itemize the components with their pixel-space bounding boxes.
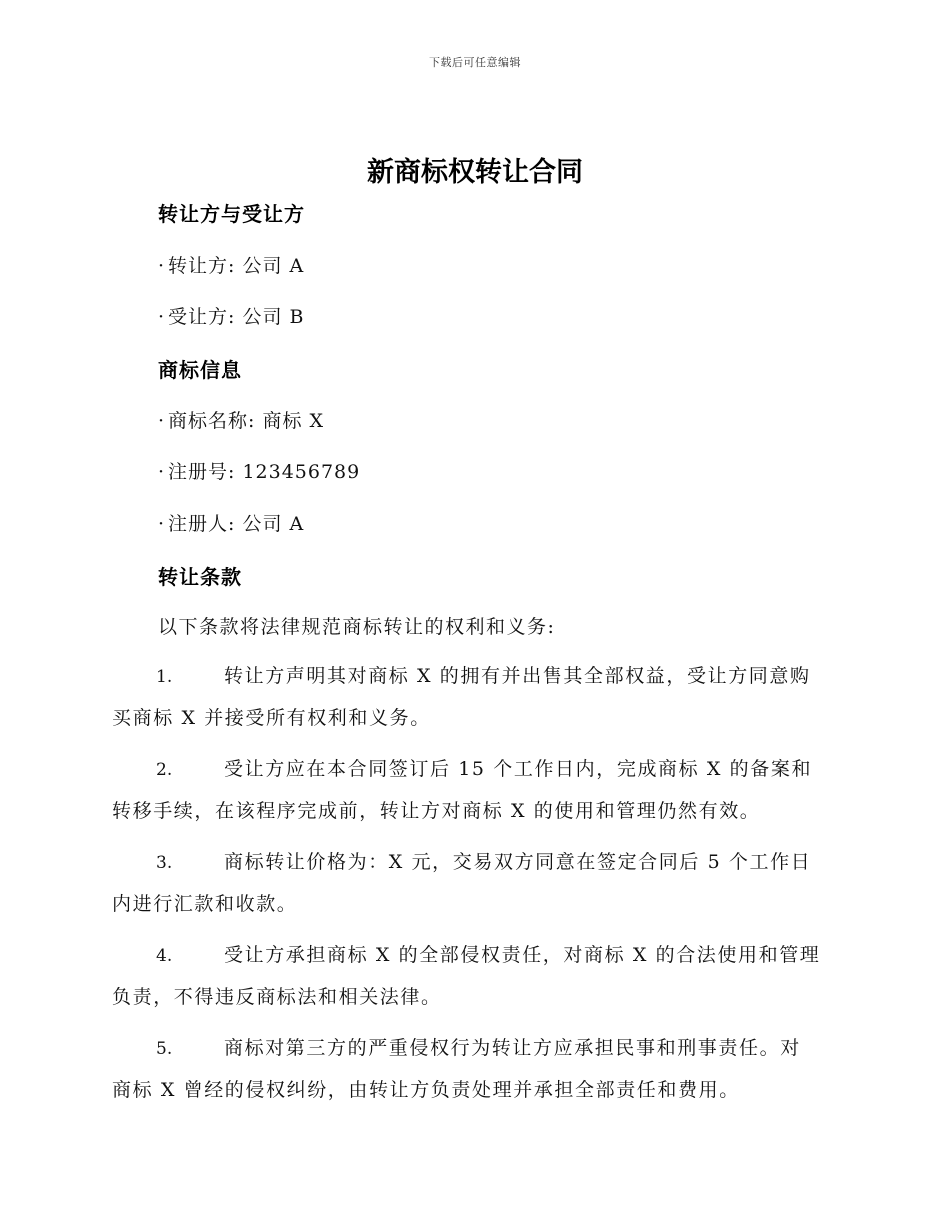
section-heading-trademark: 商标信息 xyxy=(158,358,242,382)
clause-line: 负责，不得违反商标法和相关法律。 xyxy=(112,986,442,1008)
bullet-text-trademark-name: 商标名称: 商标 X xyxy=(168,410,325,432)
bullet-item xyxy=(158,457,360,484)
clause-1 xyxy=(112,664,842,730)
clause-text: 商标转让价格为：X 元，交易双方同意在签定合同后 5 个工作日 xyxy=(224,851,812,873)
bullet-item xyxy=(158,406,324,433)
bullet-text-transferor: 转让方: 公司 A xyxy=(168,255,305,277)
clause-line: 商标 X 曾经的侵权纠纷，由转让方负责处理并承担全部责任和费用。 xyxy=(112,1079,740,1101)
clause-number: 2. xyxy=(156,760,173,780)
bullet-dot: · xyxy=(158,306,166,328)
clause-text: 受让方应在本合同签订后 15 个工作日内，完成商标 X 的备案和 xyxy=(224,758,813,780)
clause-number: 5. xyxy=(156,1039,173,1059)
clause-3 xyxy=(112,850,842,916)
clause-line xyxy=(112,1036,842,1060)
bullet-text-registration-number: 注册号: 123456789 xyxy=(168,461,361,483)
bullet-item xyxy=(158,251,304,278)
section-heading-terms: 转让条款 xyxy=(158,565,242,589)
clause-number: 1. xyxy=(156,667,173,687)
clause-5 xyxy=(112,1036,842,1102)
clause-line xyxy=(112,664,842,688)
clause-number: 3. xyxy=(156,853,173,873)
clause-line: 转移手续，在该程序完成前，转让方对商标 X 的使用和管理仍然有效。 xyxy=(112,800,761,822)
clause-line: 内进行汇款和收款。 xyxy=(112,893,298,915)
header-note: 下载后可任意编辑 xyxy=(429,56,521,69)
document-title: 新商标权转让合同 xyxy=(367,157,583,188)
clause-number: 4. xyxy=(156,946,173,966)
clause-4 xyxy=(112,943,842,1009)
bullet-item xyxy=(158,302,304,329)
clause-text: 转让方声明其对商标 X 的拥有并出售其全部权益，受让方同意购 xyxy=(224,665,811,687)
bullet-text-registrant: 注册人: 公司 A xyxy=(168,513,305,535)
terms-intro: 以下条款将法律规范商标转让的权利和义务: xyxy=(158,616,556,638)
bullet-dot: · xyxy=(158,513,166,535)
clause-2 xyxy=(112,757,842,823)
clause-line: 买商标 X 并接受所有权利和义务。 xyxy=(112,707,431,729)
section-heading-parties: 转让方与受让方 xyxy=(158,202,305,226)
bullet-item xyxy=(158,509,304,536)
clause-line xyxy=(112,850,842,874)
clause-text: 受让方承担商标 X 的全部侵权责任，对商标 X 的合法使用和管理 xyxy=(224,944,821,966)
clause-line xyxy=(112,757,842,781)
bullet-dot: · xyxy=(158,255,166,277)
bullet-text-transferee: 受让方: 公司 B xyxy=(168,306,305,328)
bullet-dot: · xyxy=(158,461,166,483)
bullet-dot: · xyxy=(158,410,166,432)
clause-line xyxy=(112,943,842,967)
clause-text: 商标对第三方的严重侵权行为转让方应承担民事和刑事责任。对 xyxy=(224,1037,801,1059)
